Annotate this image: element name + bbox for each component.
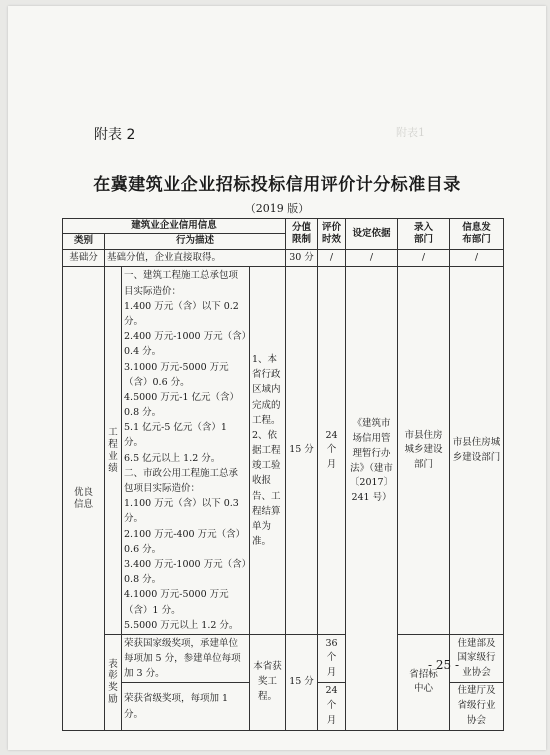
base-score: 30 分 [286, 249, 318, 267]
award-national-behavior: 荣获国家级奖项，承建单位每项加 5 分，参建单位每项加 3 分。 [122, 634, 250, 683]
header-basis: 设定依据 [346, 219, 398, 250]
header-category: 类别 [63, 234, 105, 249]
award-subcategory: 表 彰 奖 励 [105, 634, 122, 730]
award-note: 本省获奖工程。 [250, 634, 286, 730]
header-eval-period: 评价 时效 [318, 219, 346, 250]
header-score-limit: 分值 限制 [286, 219, 318, 250]
perf-score: 15 分 [286, 267, 318, 635]
base-entry: / [398, 249, 450, 267]
document-page [8, 6, 546, 750]
excellent-category: 优良 信息 [63, 267, 105, 730]
document-subtitle: （2019 版） [244, 202, 310, 215]
perf-entry: 市县住房城乡建设部门 [398, 267, 450, 635]
appendix-label: 附表 2 [94, 127, 136, 143]
document-title: 在冀建筑业企业招标投标信用评价计分标准目录 [93, 175, 461, 195]
perf-publish: 市县住房城乡建设部门 [450, 267, 504, 635]
perf-note: 1、本省行政区域内完成的工程。 2、依据工程竣工验收报告、工程结算单为准。 [250, 267, 286, 635]
award-entry: 省招标 中心 [398, 634, 450, 730]
header-publish-dept: 信息发 布部门 [450, 219, 504, 250]
award-publish-national: 住建部及 国家级行 业协会 [450, 634, 504, 683]
award-provincial-behavior: 荣获省级奖项，每项加 1 分。 [122, 683, 250, 730]
bleed-through-marks: 附表1 [396, 126, 425, 139]
perf-subcategory: 工 程 业 绩 [105, 267, 122, 635]
award-publish-provincial: 住建厅及 省级行业 协会 [450, 683, 504, 730]
perf-behavior: 一、建筑工程施工总承包项目实际造价： 1.400 万元（含）以下 0.2 分。 2.400 万元-1000 万元（含）0.4 分。 3.1000 万元-5000 万元（含）0.6 分。 4.5000 万元-1 亿元（含）0.8 分。 5.1 亿元-5 亿元（含）1 分。 6.5 亿元以上 1.2 分。 二、市政公用工程施工总承包项目实际造价： 1.100 万元（含）以下 0.3 分。 2.100 万元-400 万元（含）0.6 分。 3.400 万元-1000 万元（含）0.8 分。 4.1000 万元-5000 万元（含）1 分。 5.5000 万元以上 1.2 分。 [122, 267, 250, 635]
base-publish: / [450, 249, 504, 267]
credit-score-table [62, 218, 504, 731]
header-entry-dept: 录入 部门 [398, 219, 450, 250]
header-info-group: 建筑业企业信用信息 [63, 219, 286, 234]
base-behavior: 基础分值，企业直接取得。 [105, 249, 286, 267]
perf-period: 24 个 月 [318, 267, 346, 635]
award-period-provincial: 24 个 月 [318, 683, 346, 730]
perf-basis: 《建筑市场信用管理暂行办法》（建市〔2017〕241 号） [346, 267, 398, 730]
award-score: 15 分 [286, 634, 318, 730]
header-behavior: 行为描述 [105, 234, 286, 249]
page-number: - 25 - [428, 658, 460, 672]
base-period: / [318, 249, 346, 267]
award-period-national: 36 个 月 [318, 634, 346, 683]
base-category: 基础分 [63, 249, 105, 267]
base-basis: / [346, 249, 398, 267]
